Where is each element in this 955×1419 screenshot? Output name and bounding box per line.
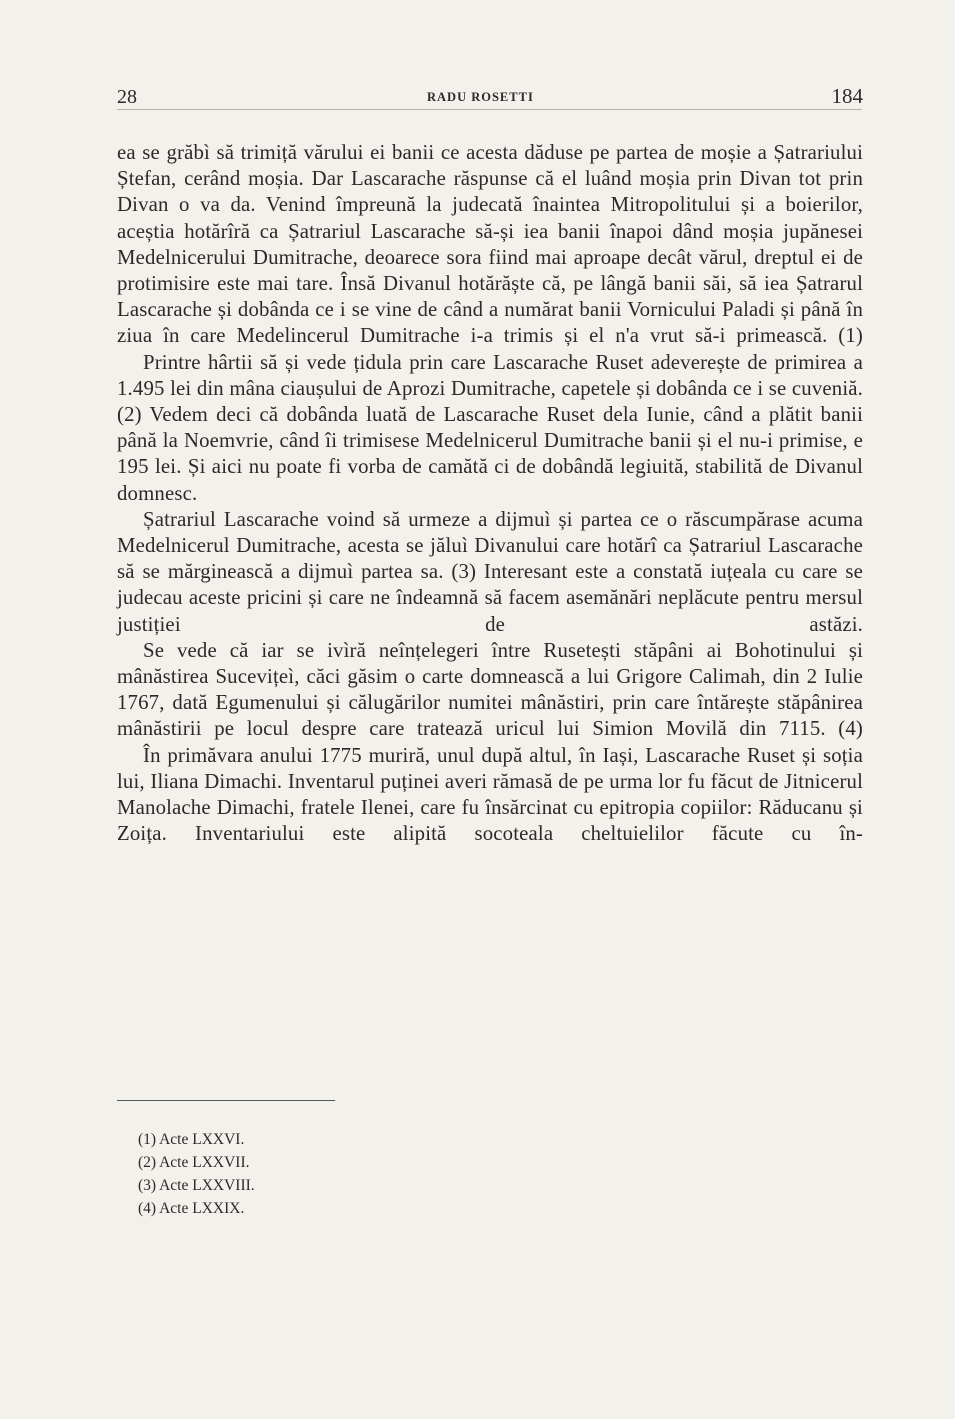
footnote-rule <box>117 1100 335 1101</box>
footnotes <box>138 1128 438 1220</box>
paragraph: Șatrariul Lascarache voind să urmeze a dijmuì și partea ce o răscumpărase acuma Medelnicerul Dumitrache, acesta se jăluì Divanului care hotărî ca Șatrariul Lascarache să se mărginească a dijmuì partea sa. (3) Interesant este a constată iuțeala cu care se judecau aceste pricini și care ne îndeamnă să facem asemănări neplăcute pentru mersul justiției de astăzi. <box>117 507 863 636</box>
page-number-left: 28 <box>117 86 137 108</box>
paragraph: Printre hârtii să și vede țidula prin care Lascarache Ruset adeverește de primirea a 1.495 lei din mâna ciaușului de Aprozi Dumitrache, capetele și dobânda ce i se cuveniă. (2) Vedem deci că dobânda luată de Lascarache Ruset dela Iunie, când a plătit banii până la Noemvrie, când îi trimisese Medelnicerul Dumitrache banii și el nu-i primise, e 195 lei. Și aici nu poate fi vorba de camătă ci de dobândă legiuită, stabilită de Divanul domnesc. <box>117 350 863 505</box>
paragraph: Se vede că iar se ivìră neînțelegeri între Rusetești stăpâni ai Bohotinului și mânăstirea Sucevițeì, căci găsim o carte domnească a lui Grigore Calimah, din 2 Iulie 1767, dată Egumenului și călugărilor numitei mânăstiri, prin care întărește stăpânirea mânăstirii pe locul despre care tratează uricul lui Simion Movilă din 7115. (4) <box>117 638 863 741</box>
footnote: (4) Acte LXXIX. <box>138 1200 245 1217</box>
page-number-right: 184 <box>831 84 863 108</box>
footnote: (2) Acte LXXVII. <box>138 1154 250 1171</box>
footnote: (1) Acte LXXVI. <box>138 1131 245 1148</box>
paragraph: În primăvara anului 1775 muriră, unul după altul, în Iași, Lascarache Ruset și soția lui, Iliana Dimachi. Inventarul puținei averi rămasă de pe urma lor fu făcut de Jitnicerul Manolache Dimachi, fratele Ilenei, care fu însărcinat cu epitropia copiilor: Răducanu și Zoița. Inventariului este alipită socoteala cheltuielilor făcute cu în- <box>117 743 863 846</box>
page-header <box>117 84 863 112</box>
running-head: RADU ROSETTI <box>427 90 534 104</box>
footnote: (3) Acte LXXVIII. <box>138 1177 255 1194</box>
paragraph: ea se grăbì să trimiță vărului ei banii ce acesta dăduse pe partea de moșie a Șatrariului Ștefan, cerând moșia. Dar Lascarache răspunse că el luând moșia prin Divan tot prin Divan o va da. Venind împreună la judecată înaintea Mitropolitului și a boierilor, aceștia hotărîră ca Șatrariul Lascarache să-și iea banii înapoi dând moșia jupănesei Medelnicerului Dumitrache, deoarece sora fiind mai aproape decât vărul, dreptul ei de protimisire este mai tare. Însă Divanul hotărăște că, pe lângă banii săi, să iea Șatrarul Lascarache și dobânda ce i se vine de când a numărat banii Vornicului Paladi și până în ziua în care Medelincerul Dumitrache i-a trimis și el n'a vrut să-i primească. (1) <box>117 141 863 348</box>
header-rule <box>117 109 862 110</box>
body-text <box>117 140 863 847</box>
